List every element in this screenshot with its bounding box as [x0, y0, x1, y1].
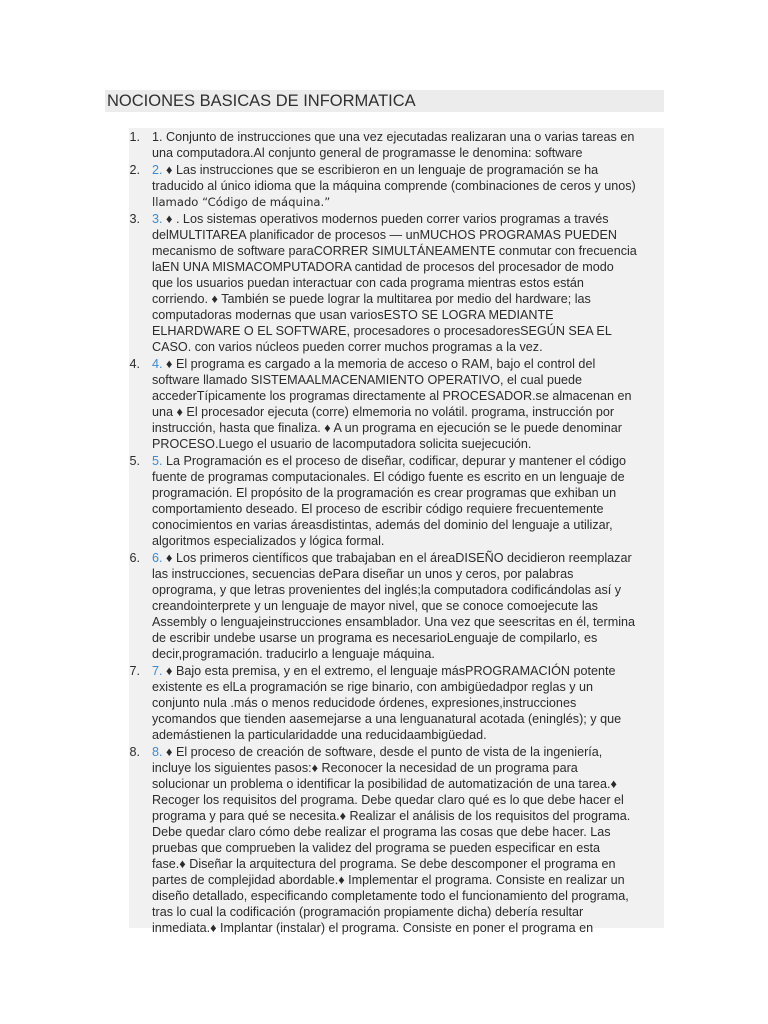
text-line	[152, 840, 660, 856]
text-line	[152, 727, 660, 743]
text-line	[152, 517, 660, 533]
text-line	[152, 888, 660, 904]
text-line	[152, 469, 660, 485]
text-line	[152, 227, 660, 243]
list-item-number-text: 3.	[129, 212, 140, 226]
text-line-content: ademástienen la particularidadde una reducidaambigüedad.	[152, 728, 487, 742]
text-line-content: incluye los siguientes pasos:♦ Reconocer la necesidad de un programa para	[152, 761, 578, 775]
text-line-content: las instrucciones, secuencias dePara diseñar un unos y ceros, por palabras	[152, 567, 574, 581]
text-line	[152, 792, 660, 808]
text-line-content: programa y para qué se necesita.♦ Realizar el análisis de los requisitos del programa.	[152, 809, 631, 823]
text-line-content: ♦ El programa es cargado a la memoria de acceso o RAM, bajo el control del	[162, 357, 596, 371]
text-line-content: ♦ . Los sistemas operativos modernos pueden correr varios programas a través	[162, 212, 609, 226]
list-item	[0, 128, 768, 161]
item-reference-link[interactable]: 4.	[152, 357, 163, 371]
list-item-number-text: 5.	[129, 454, 140, 468]
text-line	[152, 194, 660, 210]
list-item	[0, 662, 768, 743]
text-line-content: ♦ Las instrucciones que se escribieron en un lenguaje de programación se ha	[162, 163, 599, 177]
text-line	[152, 744, 660, 760]
text-line	[152, 646, 660, 662]
list-item-number-text: 7.	[129, 664, 140, 678]
list-item	[0, 452, 768, 549]
list-item-body	[152, 549, 660, 662]
text-line-content: ♦ Los primeros científicos que trabajaban en el áreaDISEÑO decidieron reemplazar	[162, 551, 632, 565]
text-line-content: traducido al único idioma que la máquina comprende (combinaciones de ceros y unos)	[152, 179, 636, 193]
text-line-content: pruebas que comprueben la validez del programa se pueden especificar en esta	[152, 841, 601, 855]
text-line	[152, 760, 660, 776]
list-item	[0, 743, 768, 936]
text-line	[152, 388, 660, 404]
text-line	[152, 259, 660, 275]
text-line	[152, 711, 660, 727]
list-item-number-text: 2.	[129, 163, 140, 177]
text-line	[152, 178, 660, 194]
text-line-content: 1. Conjunto de instrucciones que una vez ejecutadas realizaran una o varias tareas en	[152, 130, 635, 144]
text-line	[152, 323, 660, 339]
text-line	[152, 533, 660, 549]
text-line	[152, 630, 660, 646]
text-line	[152, 872, 660, 888]
text-line-content: Assembly o lenguajeinstrucciones ensamblador. Una vez que seescritas en él, termina	[152, 615, 636, 629]
text-line	[152, 663, 660, 679]
item-reference-link[interactable]: 6.	[152, 551, 163, 565]
text-line-content: Debe quedar claro cómo debe realizar el programa las cosas que debe hacer. Las	[152, 825, 611, 839]
text-line	[152, 582, 660, 598]
list-item	[0, 549, 768, 662]
text-line-content: La Programación es el proceso de diseñar, codificar, depurar y mantener el código	[162, 454, 626, 468]
text-line-content: solucionar un problema o identificar la posibilidad de automatización de una tarea.♦	[152, 777, 617, 791]
text-line	[152, 856, 660, 872]
text-line-content: Recoger los requisitos del programa. Debe quedar claro qué es lo que debe hacer el	[152, 793, 624, 807]
text-line-content: creandointerprete y un lenguaje de mayor nivel, que se conoce comoejecute las	[152, 599, 598, 613]
text-line	[152, 243, 660, 259]
text-line	[152, 679, 660, 695]
text-line-content: algoritmos especializados y lógica formal.	[152, 534, 385, 548]
text-line-content: fuente de programas computacionales. El código fuente es escrito en un lenguaje de	[152, 470, 625, 484]
list-item-number-text: 4.	[129, 357, 140, 371]
item-reference-link[interactable]: 5.	[152, 454, 163, 468]
list-item-body	[152, 743, 660, 936]
text-line-content: conocimientos en varias áreasdistintas, además del dominio del lenguaje a utilizar,	[152, 518, 613, 532]
text-line-content: comportamiento deseado. El proceso de escribir código requiere frecuentemente	[152, 502, 604, 516]
text-line-content: ♦ Bajo esta premisa, y en el extremo, el lenguaje másPROGRAMACIÓN potente	[162, 664, 616, 678]
text-line-content: llamado “Código de máquina.”	[152, 195, 331, 209]
text-line	[152, 614, 660, 630]
list-item-number-text: 1.	[129, 130, 140, 144]
text-line-content: corriendo. ♦ También se puede lograr la multitarea por medio del hardware; las	[152, 292, 591, 306]
text-line	[152, 695, 660, 711]
text-line-content: CASO. con varios núcleos pueden correr muchos programas a la vez.	[152, 340, 543, 354]
text-line	[152, 145, 660, 161]
text-line-content: decir,programación. traducirlo a lenguaje máquina.	[152, 647, 435, 661]
list-item-body	[152, 452, 660, 549]
text-line	[152, 420, 660, 436]
text-line-content: computadoras modernas que usan variosESTO SE LOGRA MEDIANTE	[152, 308, 554, 322]
list-item-body	[152, 128, 660, 161]
text-line-content: diseño detallado, especificando completamente todo el funcionamiento del programa,	[152, 889, 629, 903]
title-bar	[105, 90, 664, 112]
text-line	[152, 566, 660, 582]
list-item	[0, 210, 768, 355]
list-item-body	[152, 355, 660, 452]
text-line	[152, 356, 660, 372]
page-title: NOCIONES BASICAS DE INFORMATICA	[107, 92, 416, 110]
text-line-content: conjunto nula .más o menos reducidode órdenes, expresiones,instrucciones	[152, 696, 577, 710]
numbered-list	[0, 128, 768, 936]
text-line-content: instrucción, hasta que finaliza. ♦ A un programa en ejecución se le puede denominar	[152, 421, 622, 435]
text-line-content: fase.♦ Diseñar la arquitectura del programa. Se debe descomponer el programa en	[152, 857, 616, 871]
text-line	[152, 501, 660, 517]
item-reference-link[interactable]: 7.	[152, 664, 163, 678]
text-line	[152, 904, 660, 920]
text-line	[152, 291, 660, 307]
text-line-content: una ♦ El procesador ejecuta (corre) elmemoria no volátil. programa, instrucción por	[152, 405, 615, 419]
item-reference-link[interactable]: 8.	[152, 745, 163, 759]
text-line	[152, 808, 660, 824]
text-line-content: una computadora.Al conjunto general de programasse le denomina: software	[152, 146, 583, 160]
list-item-body	[152, 210, 660, 355]
text-line-content: accederTípicamente los programas directamente al PROCESADOR.se almacenan en	[152, 389, 632, 403]
text-line-content: inmediata.♦ Implantar (instalar) el programa. Consiste en poner el programa en	[152, 921, 594, 935]
text-line	[152, 776, 660, 792]
text-line	[152, 339, 660, 355]
text-line-content: ycomandos que tienden aasemejarse a una lenguanatural acotada (eninglés); y que	[152, 712, 622, 726]
text-line-content: existente es elLa programación se rige binario, con ambigüedadpor reglas y un	[152, 680, 594, 694]
text-line	[152, 598, 660, 614]
text-line-content: software llamado SISTEMAALMACENAMIENTO OPERATIVO, el cual puede	[152, 373, 582, 387]
text-line	[152, 307, 660, 323]
list-item-body	[152, 161, 660, 210]
text-line-content: de escribir undebe usarse un programa es necesarioLenguaje de compilarlo, es	[152, 631, 598, 645]
text-line	[152, 404, 660, 420]
text-line-content: tras lo cual la codificación (programación propiamente dicha) debería resultar	[152, 905, 584, 919]
text-line-content: laEN UNA MISMACOMPUTADORA cantidad de procesos del procesador de modo	[152, 260, 614, 274]
list-item-body	[152, 662, 660, 743]
text-line	[152, 824, 660, 840]
list-item-number-text: 8.	[129, 745, 140, 759]
text-line	[152, 453, 660, 469]
item-reference-link[interactable]: 2.	[152, 163, 163, 177]
list-item-number-text: 6.	[129, 551, 140, 565]
text-line-content: mecanismo de software paraCORRER SIMULTÁNEAMENTE conmutar con frecuencia	[152, 244, 637, 258]
text-line	[152, 550, 660, 566]
list-item	[0, 355, 768, 452]
text-line-content: ♦ El proceso de creación de software, desde el punto de vista de la ingeniería,	[162, 745, 603, 759]
text-line	[152, 436, 660, 452]
text-line	[152, 162, 660, 178]
text-line	[152, 920, 660, 936]
text-line-content: partes de complejidad abordable.♦ Implementar el programa. Consiste en realizar un	[152, 873, 625, 887]
text-line	[152, 211, 660, 227]
text-line-content: que los usuarios puedan interactuar con cada programa mientras estos están	[152, 276, 584, 290]
text-line-content: programación. El propósito de la programación es crear programas que exhiban un	[152, 486, 617, 500]
item-reference-link[interactable]: 3.	[152, 212, 163, 226]
text-line	[152, 129, 660, 145]
text-line	[152, 485, 660, 501]
text-line	[152, 275, 660, 291]
text-line-content: ELHARDWARE O EL SOFTWARE, procesadores o procesadoresSEGÚN SEA EL	[152, 324, 612, 338]
text-line-content: PROCESO.Luego el usuario de lacomputadora solicita suejecución.	[152, 437, 532, 451]
text-line-content: delMULTITAREA planificador de procesos — unMUCHOS PROGRAMAS PUEDEN	[152, 228, 617, 242]
text-line	[152, 372, 660, 388]
list-item	[0, 161, 768, 210]
text-line-content: oprograma, y que letras provenientes del inglés;la computadora codificándolas así y	[152, 583, 622, 597]
